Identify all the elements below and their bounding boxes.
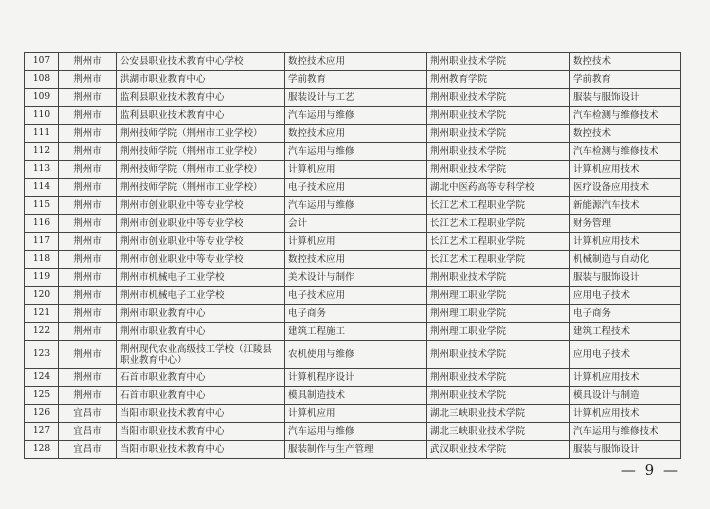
major-cell: 汽车运用与维修 [285,197,427,215]
major-cell: 农机使用与维修 [285,341,427,369]
major-cell: 数控技术应用 [285,53,427,71]
major-cell: 模具制造技术 [285,387,427,405]
city-cell: 荆州市 [59,107,117,125]
target-major-cell: 计算机应用技术 [570,405,681,423]
school-cell: 荆州技师学院（荆州市工业学校） [117,179,285,197]
target-major-cell: 应用电子技术 [570,287,681,305]
table-row [25,251,681,269]
table-row [25,287,681,305]
table-row [25,143,681,161]
major-cell: 汽车运用与维修 [285,107,427,125]
city-cell: 荆州市 [59,233,117,251]
table-row [25,53,681,71]
major-cell: 数控技术应用 [285,251,427,269]
college-cell: 荆州职业技术学院 [427,125,570,143]
target-major-cell: 数控技术 [570,125,681,143]
college-cell: 长江艺术工程职业学院 [427,251,570,269]
target-major-cell: 计算机应用技术 [570,369,681,387]
college-cell: 武汉职业技术学院 [427,441,570,459]
college-cell: 荆州职业技术学院 [427,269,570,287]
table-row [25,405,681,423]
school-cell: 荆州技师学院（荆州市工业学校） [117,161,285,179]
target-major-cell: 医疗设备应用技术 [570,179,681,197]
row-number: 121 [25,305,59,323]
major-cell: 计算机应用 [285,233,427,251]
college-cell: 荆州职业技术学院 [427,107,570,125]
row-number: 127 [25,423,59,441]
school-cell: 荆州市机械电子工业学校 [117,269,285,287]
row-number: 119 [25,269,59,287]
row-number: 118 [25,251,59,269]
table-row [25,107,681,125]
school-cell: 荆州市职业教育中心 [117,323,285,341]
row-number: 111 [25,125,59,143]
city-cell: 宜昌市 [59,423,117,441]
major-cell: 数控技术应用 [285,125,427,143]
table-row [25,369,681,387]
city-cell: 荆州市 [59,369,117,387]
major-cell: 学前教育 [285,71,427,89]
city-cell: 宜昌市 [59,405,117,423]
college-cell: 湖北三峡职业技术学院 [427,423,570,441]
table-row [25,125,681,143]
city-cell: 荆州市 [59,197,117,215]
table-row [25,323,681,341]
city-cell: 荆州市 [59,215,117,233]
table-row [25,269,681,287]
major-cell: 汽车运用与维修 [285,143,427,161]
school-cell: 石首市职业教育中心 [117,369,285,387]
school-cell: 荆州市创业职业中等专业学校 [117,251,285,269]
school-cell: 洪湖市职业教育中心 [117,71,285,89]
college-cell: 长江艺术工程职业学院 [427,233,570,251]
target-major-cell: 机械制造与自动化 [570,251,681,269]
target-major-cell: 服装与服饰设计 [570,441,681,459]
row-number: 128 [25,441,59,459]
college-cell: 荆州理工职业学院 [427,287,570,305]
school-cell: 荆州技师学院（荆州市工业学校） [117,125,285,143]
row-number: 108 [25,71,59,89]
city-cell: 荆州市 [59,305,117,323]
college-cell: 荆州职业技术学院 [427,161,570,179]
target-major-cell: 服装与服饰设计 [570,269,681,287]
major-cell: 计算机应用 [285,405,427,423]
target-major-cell: 学前教育 [570,71,681,89]
row-number: 117 [25,233,59,251]
table-row [25,387,681,405]
city-cell: 荆州市 [59,287,117,305]
table-row [25,341,681,369]
major-cell: 计算机程序设计 [285,369,427,387]
row-number: 123 [25,341,59,369]
college-cell: 荆州理工职业学院 [427,305,570,323]
major-cell: 计算机应用 [285,161,427,179]
target-major-cell: 建筑工程技术 [570,323,681,341]
page-number: — 9 — [620,461,680,479]
table-row [25,441,681,459]
target-major-cell: 计算机应用技术 [570,233,681,251]
college-cell: 荆州职业技术学院 [427,143,570,161]
row-number: 126 [25,405,59,423]
enrollment-table [24,52,681,459]
major-cell: 会计 [285,215,427,233]
row-number: 109 [25,89,59,107]
city-cell: 荆州市 [59,323,117,341]
school-cell: 荆州技师学院（荆州市工业学校） [117,143,285,161]
row-number: 115 [25,197,59,215]
target-major-cell: 新能源汽车技术 [570,197,681,215]
college-cell: 荆州教育学院 [427,71,570,89]
table-row [25,423,681,441]
table-row [25,89,681,107]
row-number: 112 [25,143,59,161]
city-cell: 荆州市 [59,71,117,89]
city-cell: 荆州市 [59,143,117,161]
target-major-cell: 财务管理 [570,215,681,233]
row-number: 120 [25,287,59,305]
target-major-cell: 计算机应用技术 [570,161,681,179]
row-number: 113 [25,161,59,179]
city-cell: 荆州市 [59,179,117,197]
major-cell: 电子技术应用 [285,287,427,305]
table-row [25,179,681,197]
row-number: 107 [25,53,59,71]
school-cell: 荆州市机械电子工业学校 [117,287,285,305]
city-cell: 荆州市 [59,269,117,287]
table-row [25,305,681,323]
row-number: 125 [25,387,59,405]
target-major-cell: 数控技术 [570,53,681,71]
school-cell: 荆州市创业职业中等专业学校 [117,197,285,215]
target-major-cell: 电子商务 [570,305,681,323]
city-cell: 荆州市 [59,89,117,107]
target-major-cell: 应用电子技术 [570,341,681,369]
school-cell: 当阳市职业技术教育中心 [117,423,285,441]
target-major-cell: 汽车检测与维修技术 [570,107,681,125]
college-cell: 长江艺术工程职业学院 [427,215,570,233]
college-cell: 长江艺术工程职业学院 [427,197,570,215]
table-row [25,161,681,179]
college-cell: 荆州职业技术学院 [427,387,570,405]
school-cell: 监利县职业技术教育中心 [117,107,285,125]
college-cell: 湖北三峡职业技术学院 [427,405,570,423]
college-cell: 荆州理工职业学院 [427,323,570,341]
table-row [25,71,681,89]
major-cell: 电子商务 [285,305,427,323]
row-number: 122 [25,323,59,341]
table-row [25,197,681,215]
city-cell: 荆州市 [59,53,117,71]
city-cell: 荆州市 [59,161,117,179]
row-number: 124 [25,369,59,387]
school-cell: 公安县职业技术教育中心学校 [117,53,285,71]
school-cell: 石首市职业教育中心 [117,387,285,405]
city-cell: 荆州市 [59,125,117,143]
row-number: 114 [25,179,59,197]
major-cell: 电子技术应用 [285,179,427,197]
city-cell: 荆州市 [59,251,117,269]
table-row [25,215,681,233]
major-cell: 汽车运用与维修 [285,423,427,441]
table-row [25,233,681,251]
college-cell: 荆州职业技术学院 [427,89,570,107]
college-cell: 荆州职业技术学院 [427,341,570,369]
college-cell: 荆州职业技术学院 [427,369,570,387]
major-cell: 服装设计与工艺 [285,89,427,107]
school-cell: 荆州市创业职业中等专业学校 [117,233,285,251]
city-cell: 荆州市 [59,341,117,369]
school-cell: 荆州现代农业高级技工学校（江陵县职业教育中心） [117,341,285,369]
target-major-cell: 模具设计与制造 [570,387,681,405]
city-cell: 荆州市 [59,387,117,405]
major-cell: 美术设计与制作 [285,269,427,287]
target-major-cell: 服装与服饰设计 [570,89,681,107]
school-cell: 当阳市职业技术教育中心 [117,441,285,459]
target-major-cell: 汽车检测与维修技术 [570,143,681,161]
school-cell: 荆州市创业职业中等专业学校 [117,215,285,233]
major-cell: 建筑工程施工 [285,323,427,341]
row-number: 116 [25,215,59,233]
college-cell: 荆州职业技术学院 [427,53,570,71]
school-cell: 荆州市职业教育中心 [117,305,285,323]
school-cell: 监利县职业技术教育中心 [117,89,285,107]
major-cell: 服装制作与生产管理 [285,441,427,459]
city-cell: 宜昌市 [59,441,117,459]
target-major-cell: 汽车运用与维修技术 [570,423,681,441]
college-cell: 湖北中医药高等专科学校 [427,179,570,197]
row-number: 110 [25,107,59,125]
school-cell: 当阳市职业技术教育中心 [117,405,285,423]
